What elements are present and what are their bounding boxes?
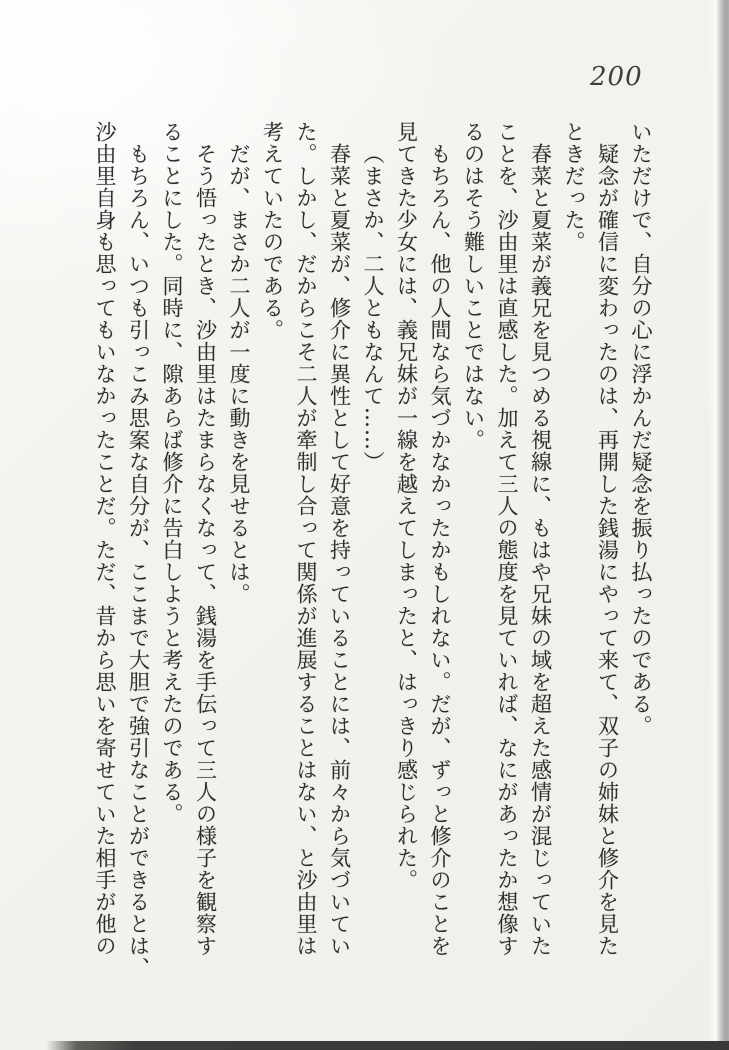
text-line: だが、まさか二人が一度に動きを見せるとは。 — [227, 143, 251, 605]
text-line: もちろん、いつも引っこみ思案な自分が、ここまで大胆で強引なことができるとは、 — [126, 143, 151, 979]
text-line: 見てきた少女には、義兄妹が一線を越えてしまったと、はっきり感じられた。 — [394, 121, 419, 891]
text-line: もちろん、他の人間なら気づかなかったかもしれない。だが、ずっと修介のことを — [428, 143, 452, 957]
text-line: 考えていたのである。 — [260, 121, 285, 341]
page-edge-shadow-bottom — [46, 1041, 729, 1050]
text-line: 沙由里自身も思ってもいなかったことだ。ただ、昔から思いを寄せていた相手が他の — [93, 121, 117, 957]
text-line: 春菜と夏菜が義兄を見つめる視線に、もはや兄妹の域を超えた感情が混じっていた — [528, 143, 553, 957]
text-line: 春菜と夏菜が、修介に異性として好意を持っていることには、前々から気づいてい — [327, 143, 352, 957]
text-line: そう悟ったとき、沙由里はたまらなくなって、銭湯を手伝って三人の様子を観察す — [193, 143, 218, 957]
text-line: ることにした。同時に、隙あらば修介に告白しようと考えたのである。 — [160, 121, 184, 825]
body-text — [88, 121, 658, 979]
text-line: 疑念が確信に変わったのは、再開した銭湯にやって来て、双子の姉妹と修介を見た — [595, 143, 620, 957]
page-edge-shadow-right — [709, 0, 729, 1050]
text-line: （まさか、二人ともなんて……） — [361, 143, 385, 473]
text-line: いただけで、自分の心に浮かんだ疑念を振り払ったのである。 — [629, 121, 653, 737]
page-number: 200 — [590, 62, 643, 92]
text-line: ときだった。 — [562, 121, 586, 253]
text-line: るのはそう難しいことではない。 — [461, 121, 486, 451]
text-line: た。しかし、だからこそ二人が牽制し合って関係が進展することはない、と沙由里は — [294, 121, 318, 957]
text-line: ことを、沙由里は直感した。加えて三人の態度を見ていれば、なにがあったか想像す — [495, 121, 519, 957]
